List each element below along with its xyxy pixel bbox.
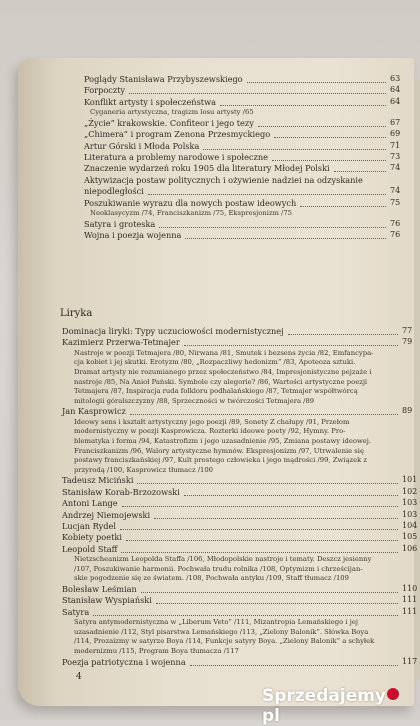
toc-subentry: uzasadnienie /112, Styl pisarstwa Lemańskiego /113, „Zielony Balonik”. Słówka Boya — [74, 627, 369, 636]
dot-leader — [122, 506, 398, 507]
sprzedajemy-watermark — [262, 686, 412, 726]
dot-leader — [121, 552, 398, 553]
dot-leader — [220, 105, 386, 106]
toc-entry: Antoni Lange — [62, 498, 118, 509]
toc-entry: Wojna i poezja wojenna — [84, 230, 182, 240]
toc-page-number: 69 — [390, 129, 401, 139]
toc-subentry: Nastroje w poezji Tetmajera /80, Nirwana /81, Smutek i bezsens życia /82, Emfancypa- — [74, 348, 374, 357]
toc-page-number: 110 — [402, 584, 418, 593]
toc-subentry: Neoklasycyzm /74, Franciszkanizm /75, Ekspresjonizm /75 — [90, 209, 292, 217]
toc-entry: Kazimierz Przerwa-Tetmajer — [62, 337, 180, 348]
toc-entry: Andrzej Niemojewski — [62, 509, 151, 520]
toc-subentry: modernizmu /115, Program Boya tłumacza /117 — [74, 647, 239, 655]
toc-entry: Jan Kasprowicz — [62, 406, 126, 417]
toc-subentry: nastroje /85, Na Anioł Pański. Symbole czy alegorie? /86, Wartości artystyczne poezji — [74, 377, 368, 386]
toc-entry: Tadeusz Miciński — [62, 475, 134, 486]
toc-page-number: 74 — [390, 186, 401, 196]
toc-page-number: 76 — [390, 218, 401, 228]
toc-subentry: skie pogodzenie się ze światem. /108, Pochwała antyku /109, Staff tłumacz /109 — [74, 574, 349, 583]
toc-subentry: Satyra antymodernistyczna w „Liberum Veto” /111, Mizantropia Lemańskiego i jej — [74, 618, 358, 627]
dot-leader — [129, 93, 386, 94]
toc-entry: Aktywizacja postaw politycznych i ożywienie nadziei na odzyskanie — [84, 174, 363, 185]
toc-entry: Satyra — [62, 606, 90, 617]
dot-leader — [184, 495, 398, 496]
toc-page-number: 71 — [390, 140, 401, 150]
dot-leader — [288, 334, 398, 335]
toc-page-number: 104 — [402, 521, 418, 530]
dot-leader — [203, 149, 386, 150]
dot-leader — [190, 665, 398, 666]
toc-entry: niepodległości — [84, 186, 144, 197]
dot-leader — [137, 483, 398, 484]
dot-leader — [148, 194, 386, 195]
toc-entry: Znaczenie wydarzeń roku 1905 dla literatury Młodej Polski — [84, 163, 330, 174]
dot-leader — [156, 603, 398, 604]
dot-leader — [141, 592, 398, 593]
toc-page-number: 75 — [390, 197, 401, 207]
toc-entry: Kobiety poetki — [62, 532, 122, 543]
dot-leader — [93, 615, 398, 616]
toc-page-number: 79 — [402, 337, 413, 347]
toc-subentry: przyrodą /100, Kasprowicz tłumacz /100 — [74, 465, 213, 474]
dot-leader — [184, 345, 398, 346]
dot-leader — [334, 171, 386, 172]
dot-leader — [185, 238, 386, 239]
toc-page-number: 111 — [402, 595, 418, 605]
toc-page-number: 77 — [402, 326, 413, 335]
toc-page-number: 63 — [390, 74, 401, 83]
toc-subentry: Tetmajera /87, Inspiracja ruda folkloru podhalańskiego /87, Tetmajer współtwórcą — [74, 387, 358, 396]
toc-page-number: 67 — [390, 117, 401, 127]
toc-page-number: 106 — [402, 543, 418, 553]
dot-leader — [272, 160, 386, 161]
toc-subentry: mitologii góralszczyzny /88, Sprzeczności w twórczości Tetmajera /89 — [74, 396, 315, 405]
toc-entry: Poglądy Stanisława Przybyszewskiego — [84, 74, 243, 84]
toc-page-number: 117 — [402, 656, 418, 666]
toc-entry: „Życie” krakowskie. Confiteor i jego tezy — [84, 117, 254, 128]
toc-subentry: postawy franciszkańskiej /97, Kult prostego człowieka i jego mądrości /99, Związek z — [74, 456, 367, 465]
toc-page-number: 103 — [402, 498, 418, 508]
dot-leader — [154, 518, 398, 519]
toc-subentry: modernistyczny w poezji Kasprowicza. Rozterki ideowe poety /92, Hymny. Pro- — [74, 427, 346, 436]
toc-entry: Forpoczty — [84, 85, 126, 96]
toc-page-number: 64 — [390, 85, 401, 95]
toc-subentry: /114, Prozaizmy w satyrze Boya /114, Funkcje satyry Boya. „Zielony Balonik” a schyłek — [74, 637, 375, 646]
toc-entry: Stanisław Korab-Brzozowski — [62, 486, 180, 497]
toc-subentry: Nietzscheanizm Leopolda Staffa /106, Młodopolskie nastroje i tematy. Deszcz jesienny — [74, 555, 372, 564]
toc-entry: Leopold Staff — [62, 543, 118, 554]
watermark-text: Sprzedajemy — [262, 686, 387, 706]
dot-leader — [159, 227, 386, 228]
dot-leader — [120, 529, 398, 530]
toc-page-number: 76 — [390, 230, 401, 239]
toc-subentry: Dramat artysty nie rozumianego przez społeczeństwo /84, Impresjonistyczne pejzaże i — [74, 368, 372, 376]
watermark-suffix: pl — [262, 706, 280, 726]
toc-entry: Lucjan Rydel — [62, 521, 116, 531]
dot-leader — [247, 82, 386, 83]
toc-subentry: Cyganeria artystyczna, tragizm losu artysty /65 — [90, 108, 254, 117]
toc-subentry: blematyka i forma /94, Katastrofizm i jego uzasadnienie /95, Zmiana postawy ideowej. — [74, 437, 372, 445]
watermark-dot-icon — [387, 688, 399, 700]
toc-entry: Dominacja liryki: Typy uczuciowości modernistycznej — [62, 326, 284, 336]
dot-leader — [126, 540, 398, 541]
dot-leader — [258, 126, 386, 127]
toc-page-number: 102 — [402, 486, 418, 496]
toc-entry: Literatura a problemy narodowe i społeczne — [84, 152, 268, 162]
toc-subentry: /107, Poszukiwanie harmonii. Pochwała trudu rolnika /108, Optymizm i chrześcijan- — [74, 564, 363, 573]
toc-subentry: Ideowy sens i kształt artystyczny jego poezji /89, Sonety Z chałupy /91, Przełom — [74, 417, 350, 426]
toc-page-number: 105 — [402, 532, 418, 542]
toc-entry: Stanisław Wyspiański — [62, 595, 152, 606]
dot-leader — [274, 137, 386, 138]
toc-entry: Artur Górski i Młoda Polska — [84, 140, 200, 151]
toc-page-number: 73 — [390, 152, 401, 161]
toc-page-number: 89 — [402, 406, 413, 416]
toc-entry: Poszukiwanie wyrazu dla nowych postaw ideowych — [84, 197, 297, 208]
toc-page-number: 64 — [390, 96, 401, 106]
dot-leader — [130, 414, 398, 415]
section-title: Liryka — [60, 308, 93, 319]
toc-entry: Konflikt artysty i społeczeństwa — [84, 96, 216, 107]
toc-subentry: Franciszkanizm /96, Walory artystyczne hymnów. Ekspresjonizm /97, Utrwalenie się — [74, 446, 364, 455]
toc-entry: Bolesław Leśmian — [62, 584, 137, 594]
toc-page-number: 103 — [402, 509, 418, 519]
toc-entry: Satyra i groteska — [84, 218, 156, 229]
toc-page-number: 74 — [390, 163, 401, 173]
toc-page-number: 101 — [402, 475, 418, 485]
toc-entry: „Chimera” i program Zenona Przesmyckiego — [84, 129, 271, 140]
toc-page-number: 111 — [402, 606, 418, 616]
toc-subentry: cja kobiet i jej skutki. Erotyzm /80, „Rozpaczliwy hedonizm” /83, Apoteoza sztuki. — [74, 358, 356, 367]
toc-entry: Poezja patriotyczna i wojenna — [62, 656, 186, 667]
page-number: 4 — [76, 672, 82, 682]
dot-leader — [300, 206, 386, 207]
